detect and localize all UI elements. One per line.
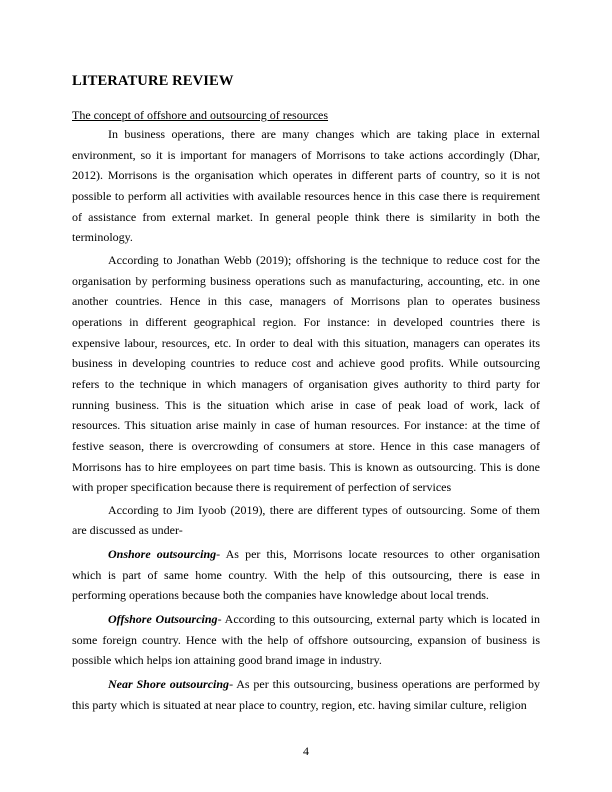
text-onshore: - As per this, Morrisons locate resources to other organisation which is part of same home country. With the help of this outsourcing, there is ease in performing operations because both the companies have knowledge about local trends.: [72, 547, 540, 603]
paragraph-types: According to Jim Iyoob (2019), there are different types of outsourcing. Some of them are discussed as under-: [72, 502, 540, 538]
paragraph-offshoring: According to Jonathan Webb (2019); offshoring is the technique to reduce cost for the organisation by performing business operations such as manufacturing, accounting, etc. in one another countries. Hence in this case, managers of Morrisons plan to operates business operations in different geographical region. For instance: in developed countries there is expensive labour, resources, etc. In order to deal with this situation, managers can operates its business in developing countries to reduce cost and achieve good profits. While outsourcing refers to the technique in which managers of organisation gives authority to third party for running business. This is the situation which arise in case of peak load of work, lack of resources. This situation arise mainly in case of human resources. For instance: at the time of festive season, there is overcrowding of consumers at store. Hence in this case managers of Morrisons has to hire employees on part time basis. This is known as outsourcing. This is done with proper specification because there is requirement of perfection of services: [72, 252, 540, 495]
term-nearshore: Near Shore outsourcing: [108, 677, 230, 692]
paragraph-onshore: [72, 544, 540, 606]
body-text: [72, 124, 540, 717]
paragraph-nearshore: [72, 674, 540, 715]
section-subtitle: The concept of offshore and outsourcing of resources: [72, 108, 329, 122]
section-heading: LITERATURE REVIEW: [72, 73, 234, 89]
text-offshore: - According to this outsourcing, external party which is located in some foreign country. Hence with the help of offshore outsourcing, expansion of business is possible which helps ion attaining good brand image in industry.: [72, 612, 540, 668]
paragraph-offshore: [72, 609, 540, 671]
page-number: 4: [303, 744, 309, 758]
text-nearshore: - As per this outsourcing, business operations are performed by this party which is situated at near place to country, region, etc. having similar culture, religion: [72, 677, 540, 712]
paragraph-intro: In business operations, there are many changes which are taking place in external environment, so it is important for managers of Morrisons to take actions accordingly (Dhar, 2012). Morrisons is the organisation which operates in different parts of country, so it is not possible to perform all activities with available resources hence in this case there is requirement of assistance from external market. In general people think there is similarity in both the terminology.: [72, 127, 540, 245]
term-onshore: Onshore outsourcing: [108, 547, 217, 562]
term-offshore: Offshore Outsourcing: [108, 612, 218, 627]
